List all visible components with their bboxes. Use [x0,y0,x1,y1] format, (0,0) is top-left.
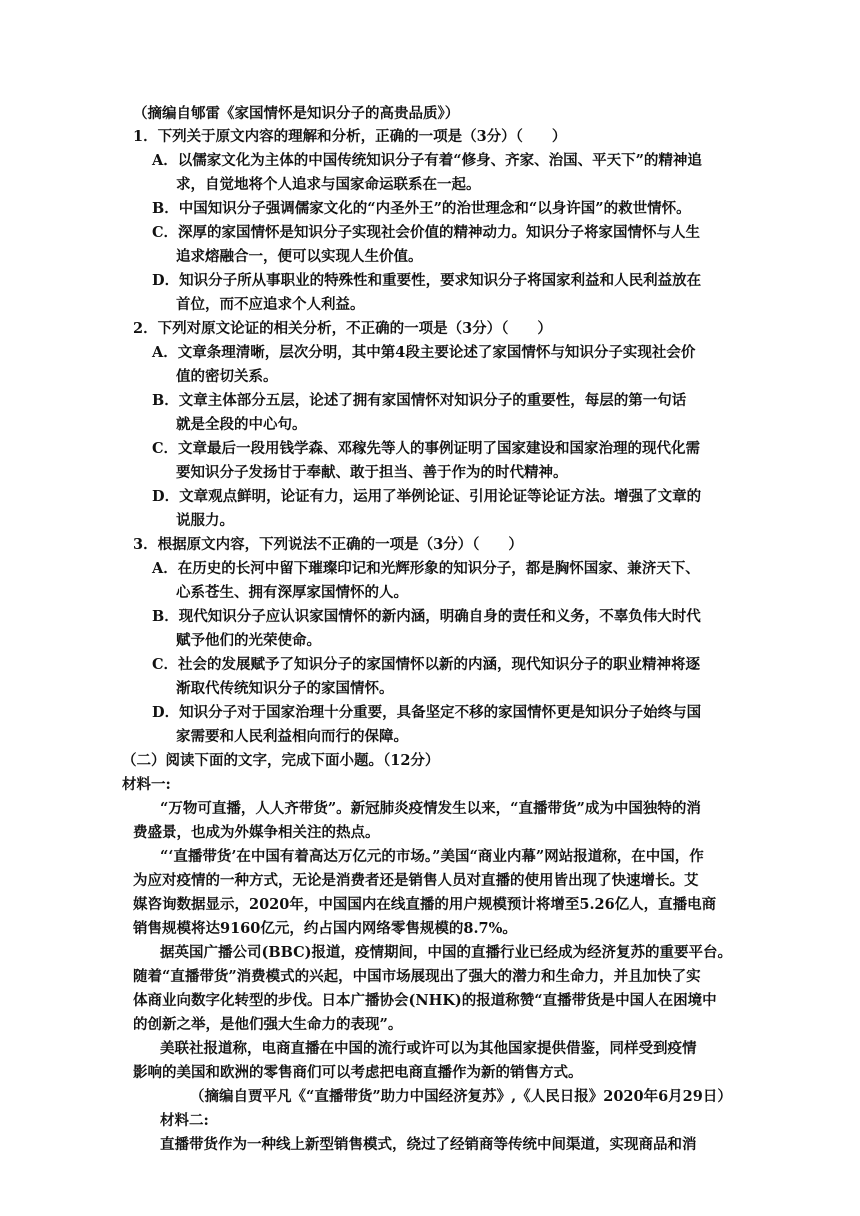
material-1-line-2: 费盛景，也成为外媒争相关注的热点。 [133,824,380,841]
question-2-option-a-cont: 值的密切关系。 [176,368,278,385]
source-citation: （摘编自郇雷《家国情怀是知识分子的高贵品质》） [133,105,460,122]
question-2-option-d-cont: 说服力。 [176,512,234,529]
material-1-line-10: 的创新之举，是他们强大生命力的表现”。 [133,1016,403,1033]
material-1-line-6: 销售规模将达9160亿元，约占国内网络零售规模的8.7%。 [133,920,517,937]
material-1-line-7: 据英国广播公司(BBC)报道，疫情期间，中国的直播行业已经成为经济复苏的重要平台。 [160,944,733,961]
material-1-line-1: “万物可直播，人人齐带货”。新冠肺炎疫情发生以来，“直播带货”成为中国独特的消 [160,800,701,817]
question-2-option-b-cont: 就是全段的中心句。 [176,416,307,433]
material-1-line-12: 影响的美国和欧洲的零售商们可以考虑把电商直播作为新的销售方式。 [133,1064,583,1081]
question-3-option-b: B．现代知识分子应认识家国情怀的新内涵，明确自身的责任和义务，不辜负伟大时代 [152,608,701,625]
question-2-option-d: D．文章观点鲜明，论证有力，运用了举例论证、引用论证等论证方法。增强了文章的 [152,488,702,505]
material-1-label: 材料一: [122,776,171,793]
question-2-stem: 2．下列对原文论证的相关分析，不正确的一项是（3分）（ ） [133,320,552,337]
material-1-line-3: “‘直播带货’在中国有着高达万亿元的市场。”美国“商业内幕”网站报道称，在中国，作 [160,848,704,865]
material-1-source: （摘编自贾平凡《“直播带货”助力中国经济复苏》,《人民日报》2020年6月29日） [190,1088,732,1105]
question-2-option-a: A．文章条理清晰，层次分明，其中第4段主要论述了家国情怀与知识分子实现社会价 [152,344,696,361]
material-1-line-8: 随着“直播带货”消费模式的兴起，中国市场展现出了强大的潜力和生命力，并且加快了实 [133,968,701,985]
question-2-option-c: C．文章最后一段用钱学森、邓稼先等人的事例证明了国家建设和国家治理的现代化需 [152,440,701,457]
material-1-line-11: 美联社报道称，电商直播在中国的流行或许可以为其他国家提供借鉴，同样受到疫情 [160,1040,697,1057]
material-2-label: 材料二: [160,1112,209,1129]
material-1-line-9: 体商业向数字化转型的步伐。日本广播协会(NHK)的报道称赞“直播带货是中国人在困境中 [133,992,717,1009]
material-2-line-1: 直播带货作为一种线上新型销售模式，绕过了经销商等传统中间渠道，实现商品和消 [160,1136,697,1153]
question-1-option-a: A．以儒家文化为主体的中国传统知识分子有着“修身、齐家、治国、平天下”的精神追 [152,152,702,169]
question-1-option-c-cont: 追求熔融合一，便可以实现人生价值。 [176,248,423,265]
question-1-option-c: C．深厚的家国情怀是知识分子实现社会价值的精神动力。知识分子将家国情怀与人生 [152,224,701,241]
question-3-option-a-cont: 心系苍生、拥有深厚家国情怀的人。 [176,584,408,601]
question-1-option-d-cont: 首位，而不应追求个人利益。 [176,296,365,313]
question-1-stem: 1．下列关于原文内容的理解和分析，正确的一项是（3分）（ ） [133,128,567,145]
question-3-option-b-cont: 赋予他们的光荣使命。 [176,632,321,649]
question-1-option-d: D．知识分子所从事职业的特殊性和重要性，要求知识分子将国家利益和人民利益放在 [152,272,702,289]
material-1-line-4: 为应对疫情的一种方式，无论是消费者还是销售人员对直播的使用皆出现了快速增长。艾 [133,872,699,889]
section-2-heading: （二）阅读下面的文字，完成下面小题。（12分） [122,752,440,769]
question-3-option-d-cont: 家需要和人民利益相向而行的保障。 [176,728,408,745]
question-3-option-c: C．社会的发展赋予了知识分子的家国情怀以新的内涵，现代知识分子的职业精神将逐 [152,656,701,673]
question-2-option-b: B．文章主体部分五层，论述了拥有家国情怀对知识分子的重要性，每层的第一句话 [152,392,687,409]
material-1-line-5: 媒咨询数据显示，2020年，中国国内在线直播的用户规模预计将增至5.26亿人，直播电商 [133,896,717,913]
question-2-option-c-cont: 要知识分子发扬甘于奉献、敢于担当、善于作为的时代精神。 [176,464,568,481]
question-3-option-c-cont: 渐取代传统知识分子的家国情怀。 [176,680,394,697]
question-3-option-d: D．知识分子对于国家治理十分重要，具备坚定不移的家国情怀更是知识分子始终与国 [152,704,702,721]
question-3-stem: 3．根据原文内容，下列说法不正确的一项是（3分）（ ） [133,536,523,553]
question-3-option-a: A．在历史的长河中留下璀璨印记和光辉形象的知识分子，都是胸怀国家、兼济天下、 [152,560,700,577]
question-1-option-b: B．中国知识分子强调儒家文化的“内圣外王”的治世理念和“以身许国”的救世情怀。 [152,200,691,217]
question-1-option-a-cont: 求，自觉地将个人追求与国家命运联系在一起。 [176,176,481,193]
